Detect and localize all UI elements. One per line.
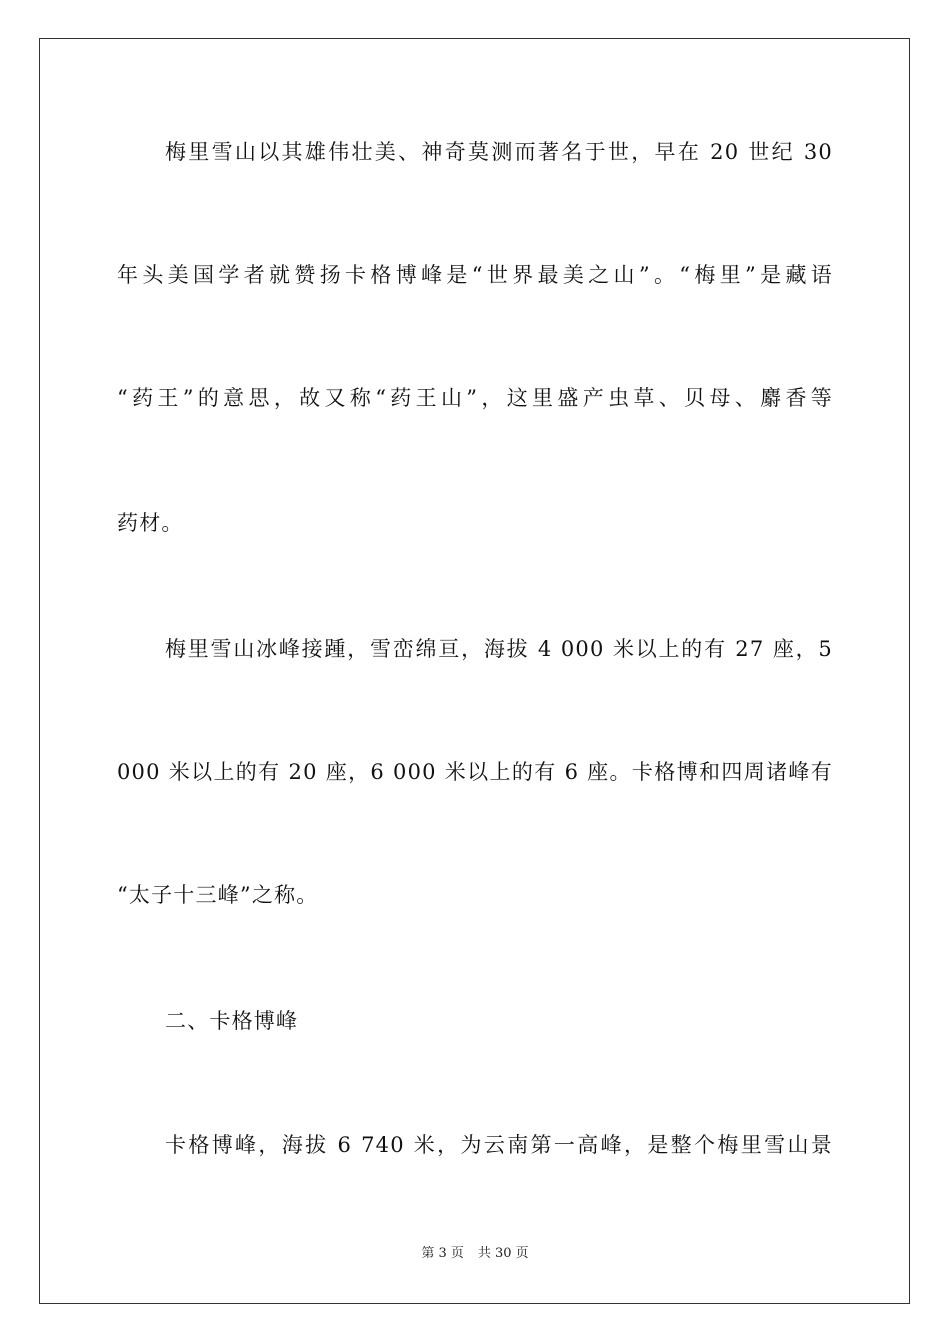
paragraph-line: 药材。 — [117, 511, 184, 535]
page-number: 第 3 页 — [421, 1246, 464, 1261]
paragraph-line: “太子十三峰”之称。 — [117, 883, 319, 907]
paragraph-line: “药王”的意思，故又称“药王山”，这里盛产虫草、贝母、麝香等 — [117, 386, 833, 410]
page-total: 共 30 页 — [477, 1246, 529, 1261]
section-heading: 二、卡格博峰 — [165, 1009, 299, 1033]
paragraph-line: 卡格博峰，海拔 6 740 米，为云南第一高峰，是整个梅里雪山景 — [165, 1133, 833, 1157]
paragraph-line: 梅里雪山冰峰接踵，雪峦绵亘，海拔 4 000 米以上的有 27 座，5 — [165, 637, 833, 661]
paragraph-line: 000 米以上的有 20 座，6 000 米以上的有 6 座。卡格博和四周诸峰有 — [117, 760, 833, 784]
page-border — [39, 38, 910, 1304]
paragraph-line: 年头美国学者就赞扬卡格博峰是“世界最美之山”。“梅里”是藏语 — [117, 263, 833, 287]
paragraph-line: 梅里雪山以其雄伟壮美、神奇莫测而著名于世，早在 20 世纪 30 — [165, 140, 833, 164]
page-footer — [0, 1245, 950, 1263]
